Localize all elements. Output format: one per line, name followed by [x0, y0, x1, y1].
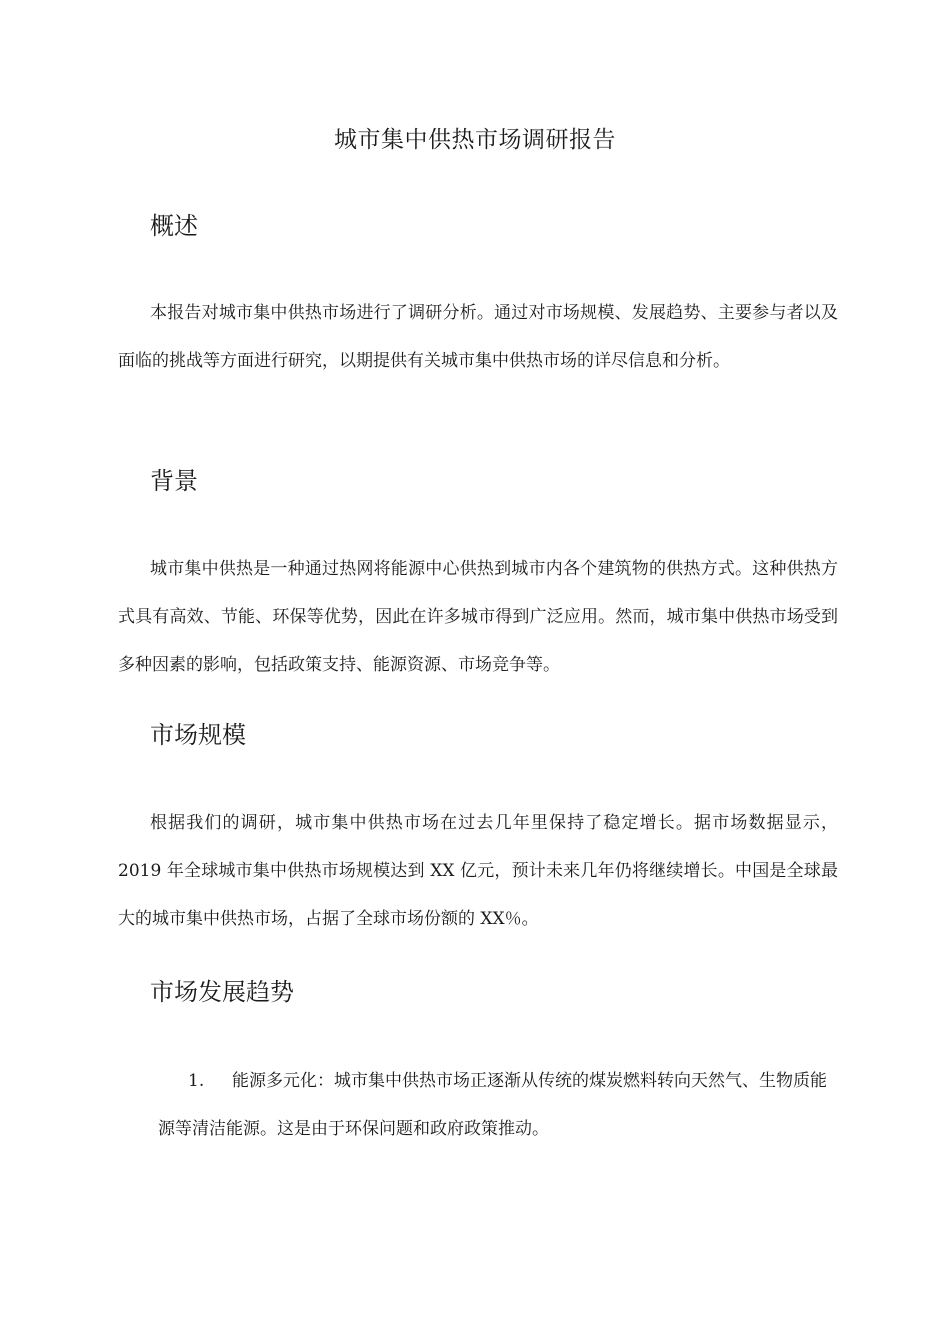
section-paragraph-background: 城市集中供热是一种通过热网将能源中心供热到城市内各个建筑物的供热方式。这种供热方式具有高效、节能、环保等优势，因此在许多城市得到广泛应用。然而，城市集中供热市场受到多种因素的影响，包括政策支持、能源资源、市场竞争等。: [118, 559, 838, 675]
section-heading-background: 背景: [150, 467, 198, 495]
section-paragraph-overview: 本报告对城市集中供热市场进行了调研分析。通过对市场规模、发展趋势、主要参与者以及面临的挑战等方面进行研究，以期提供有关城市集中供热市场的详尽信息和分析。: [118, 303, 838, 371]
section-heading-market-size: 市场规模: [150, 721, 246, 749]
document-title: 城市集中供热市场调研报告: [334, 127, 616, 153]
section-heading-market-trends: 市场发展趋势: [150, 978, 294, 1006]
list-item-text: 能源多元化：城市集中供热市场正逐渐从传统的煤炭燃料转向天然气、生物质能源等清洁能源。这是由于环保问题和政府政策推动。: [158, 1071, 827, 1139]
section-heading-overview: 概述: [150, 212, 198, 240]
list-item-number: 1.: [188, 1071, 205, 1091]
list-item: [158, 1057, 838, 1153]
section-paragraph-market-size: 根据我们的调研，城市集中供热市场在过去几年里保持了稳定增长。据市场数据显示，2019 年全球城市集中供热市场规模达到 XX 亿元，预计未来几年仍将继续增长。中国是全球最大的城市集中供热市场，占据了全球市场份额的 XX％。: [118, 813, 838, 929]
